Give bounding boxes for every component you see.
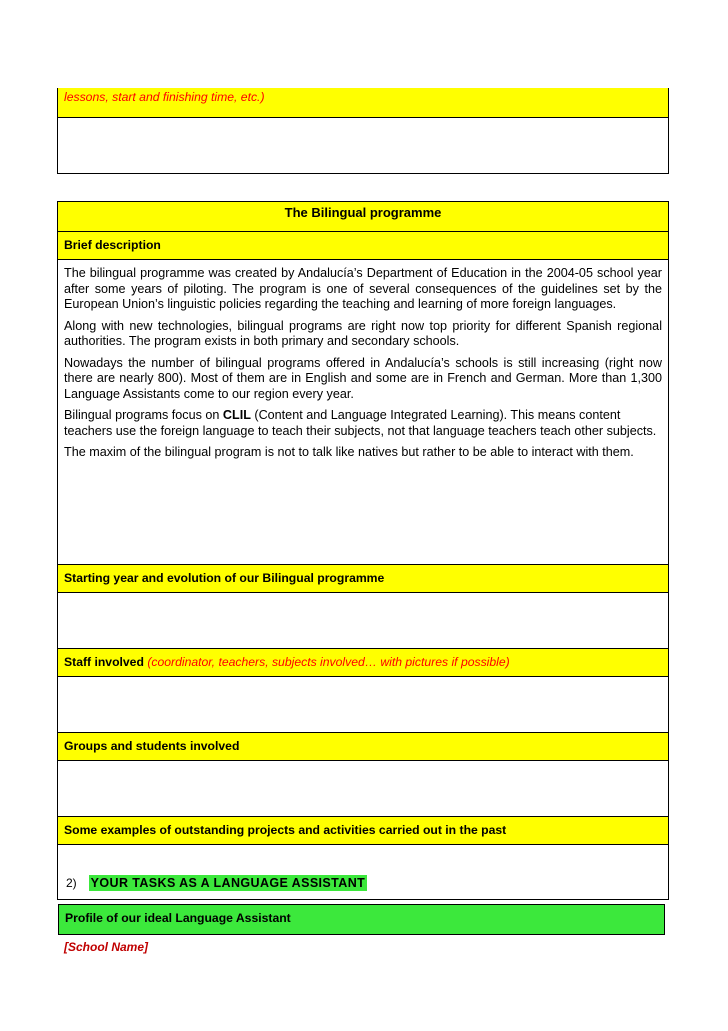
bilingual-programme-table	[57, 201, 669, 900]
groups-students-header	[58, 733, 668, 761]
groups-students-label: Groups and students involved	[64, 739, 240, 753]
school-name-placeholder: [School Name]	[64, 940, 149, 954]
bilingual-table-title-text: The Bilingual programme	[284, 205, 442, 220]
brief-description-label: Brief description	[64, 238, 161, 252]
description-paragraph-1: The bilingual programme was created by Andalucía’s Department of Education in the 2004-05 school year after some years of piloting. The program is one of several consequences of the guidelines set by the European Union’s linguistic policies regarding the teaching and learning of more foreign languages.	[64, 266, 662, 311]
starting-year-header	[58, 565, 668, 593]
description-paragraph-5: The maxim of the bilingual program is not to talk like natives but rather to be able to interact with them.	[64, 445, 634, 459]
top-table-header	[58, 88, 668, 118]
profile-label: Profile of our ideal Language Assistant	[65, 911, 291, 925]
staff-involved-header	[58, 649, 668, 677]
top-table-header-text: lessons, start and finishing time, etc.)	[64, 90, 265, 104]
starting-year-content-cell[interactable]	[58, 593, 668, 649]
brief-description-header	[58, 232, 668, 260]
bilingual-table-title	[58, 202, 668, 232]
tasks-section-title: YOUR TASKS AS A LANGUAGE ASSISTANT	[90, 876, 366, 890]
paragraph-4-after: (Content and Language Integrated Learning). This means content teachers use the foreign language to teach their subjects, not that language teachers teach other subjects.	[64, 408, 657, 438]
staff-involved-content-cell[interactable]	[58, 677, 668, 733]
section-number: 2)	[66, 876, 77, 890]
paragraph-4-before: Bilingual programs focus on	[64, 408, 223, 422]
brief-description-cell	[58, 260, 668, 565]
staff-involved-hint: (coordinator, teachers, subjects involved… with pictures if possible)	[147, 655, 510, 669]
projects-label: Some examples of outstanding projects and activities carried out in the past	[64, 823, 507, 837]
description-paragraph-3: Nowadays the number of bilingual programs offered in Andalucía’s schools is still increasing (right now there are nearly 800). Most of them are in English and some are in French and German. More than 1,300 Language Assistants come to our region every year.	[64, 355, 662, 401]
top-table-content-cell[interactable]	[58, 118, 668, 173]
clil-term: CLIL	[222, 408, 251, 422]
profile-table	[58, 904, 665, 935]
profile-header	[59, 905, 664, 934]
tasks-section-heading	[66, 876, 367, 890]
description-paragraph-2: Along with new technologies, bilingual programs are right now top priority for different Spanish regional authorities. The program exists in both primary and secondary schools.	[64, 318, 662, 348]
groups-students-content-cell[interactable]	[58, 761, 668, 817]
projects-header	[58, 817, 668, 845]
description-paragraph-4	[64, 408, 662, 439]
top-table	[57, 88, 669, 174]
staff-involved-label: Staff involved	[64, 655, 144, 669]
starting-year-label: Starting year and evolution of our Bilingual programme	[64, 571, 385, 585]
